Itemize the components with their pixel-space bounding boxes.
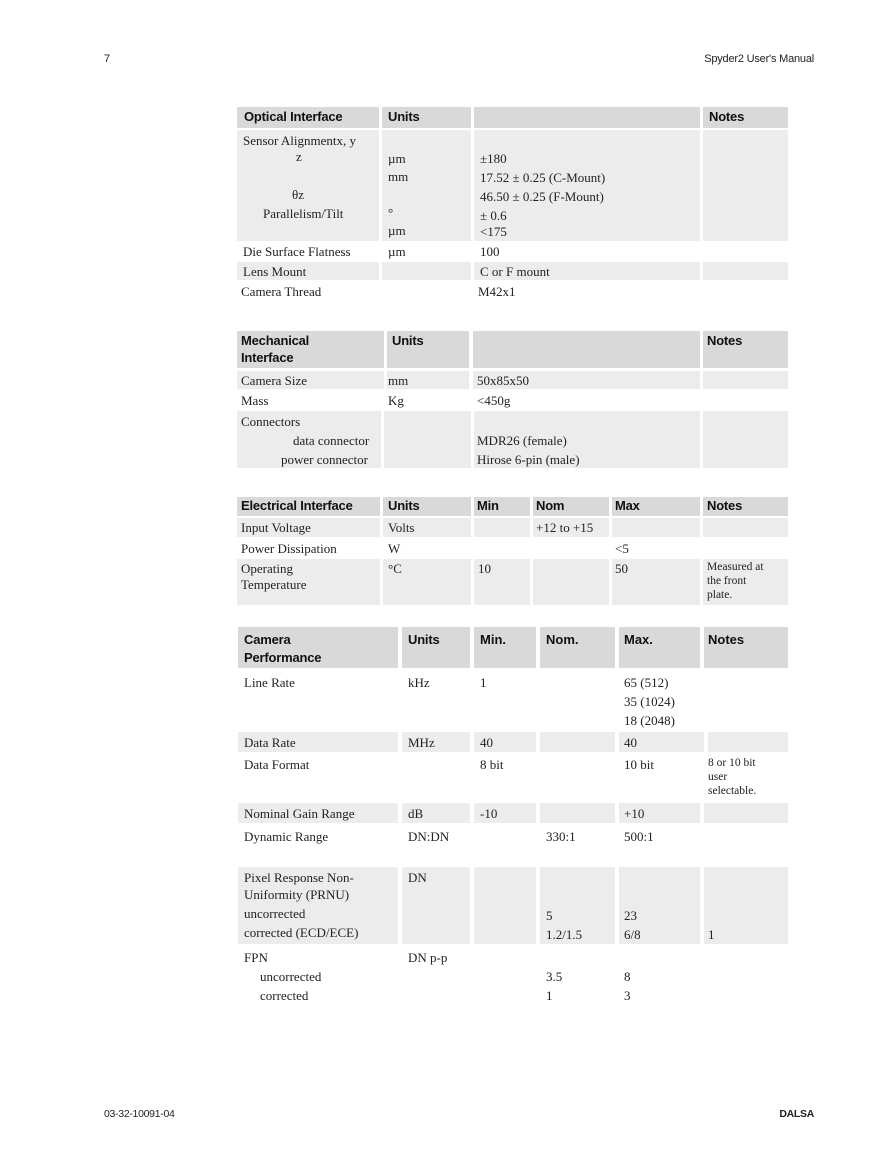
row-max: 18 (2048) [624,713,675,728]
table-row [238,867,788,944]
row-label: corrected (ECD/ECE) [244,925,359,940]
row-unit: kHz [408,675,430,690]
row-value: <450g [477,393,511,408]
row-label: uncorrected [260,969,322,984]
row-label: FPN [244,950,268,965]
row-label: Dynamic Range [244,829,329,844]
camera-performance-table [238,627,788,1012]
row-nom: 330:1 [546,829,576,844]
row-label: Connectors [241,414,301,429]
row-unit: Volts [388,520,415,535]
mechanical-interface-table [237,331,788,469]
column-header-nom: Nom. [546,632,579,647]
column-header-max: Max [615,498,640,513]
row-label: Line Rate [244,675,295,690]
optical-interface-table [237,107,788,304]
row-max: 35 (1024) [624,694,675,709]
column-header-notes: Notes [708,632,745,647]
row-nom: 3.5 [546,969,563,984]
electrical-interface-table [237,497,788,607]
table-header-row [238,627,788,668]
table-header-row [237,107,788,128]
table-row [238,671,788,729]
row-label: Lens Mount [243,264,307,279]
row-unit: DN p-p [408,950,448,965]
row-max: 500:1 [624,829,654,844]
row-max: <5 [615,541,629,556]
row-value: 100 [480,244,500,259]
row-max: 10 bit [624,757,654,772]
row-label: Mass [241,393,269,408]
table-row [237,411,788,468]
row-note: 8 or 10 bit [708,757,756,769]
table-row [238,755,788,801]
column-header-min: Min [477,498,499,513]
column-header-min: Min. [480,632,506,647]
column-header-units: Units [392,333,424,348]
row-unit: ° [388,205,394,220]
row-min: 8 bit [480,757,504,772]
row-value: Hirose 6-pin (male) [477,452,580,467]
row-note: plate. [707,589,733,601]
manual-title: Spyder2 User's Manual [704,53,814,65]
row-label: Camera Thread [241,284,322,299]
column-header-name: Interface [241,350,294,365]
row-label: Die Surface Flatness [243,244,351,259]
row-value: ±180 [480,151,507,166]
row-label: Sensor Alignmentx, y [243,133,357,148]
table-row [237,559,788,605]
column-header-notes: Notes [707,333,743,348]
column-header-name: Electrical Interface [241,498,353,513]
row-label: Power Dissipation [241,541,337,556]
table-row [237,539,788,557]
row-value: 17.52 ± 0.25 (C-Mount) [480,170,606,185]
row-min: 40 [480,735,493,750]
row-value: <175 [480,224,507,239]
column-header-max: Max. [624,632,653,647]
row-label: power connector [281,452,368,467]
row-label: θz [292,187,304,202]
table-row [237,243,788,260]
table-row [238,732,788,752]
row-value: MDR26 (female) [477,433,567,448]
table-header-row [237,331,788,368]
row-unit: MHz [408,735,435,750]
row-note: Measured at [707,561,764,573]
row-note: 1 [708,927,715,942]
row-max: +10 [624,806,645,821]
row-value: M42x1 [478,284,516,299]
row-label: Operating [241,561,293,576]
table-row [237,130,788,241]
table-row [237,262,788,280]
table-row [237,282,788,302]
row-note: the front [707,575,747,587]
row-label: Input Voltage [241,520,311,535]
row-label: Uniformity (PRNU) [244,887,350,902]
column-header-units: Units [388,109,420,124]
row-value: C or F mount [480,264,550,279]
row-value: ± 0.6 [480,208,507,223]
table-row [237,371,788,389]
row-value: 50x85x50 [477,373,529,388]
row-unit: DN:DN [408,829,450,844]
row-unit: µm [388,223,406,238]
row-label: corrected [260,988,309,1003]
row-min: -10 [480,806,498,821]
row-nom: 1.2/1.5 [546,927,583,942]
row-unit: µm [388,151,406,166]
column-header-name: Mechanical [241,333,310,348]
row-label: z [296,149,302,164]
row-value: 46.50 ± 0.25 (F-Mount) [480,189,604,204]
row-nom: 5 [546,908,553,923]
row-label: data connector [293,433,370,448]
table-row [238,825,788,865]
table-row [238,947,788,1009]
table-row [237,518,788,537]
row-unit: DN [408,870,427,885]
row-unit: Kg [388,393,404,408]
column-header-notes: Notes [709,109,745,124]
table-row [237,391,788,409]
column-header-notes: Notes [707,498,743,513]
row-unit: µm [388,244,406,259]
column-header-units: Units [388,498,420,513]
row-label: Data Rate [244,735,296,750]
column-header-name: Performance [244,650,322,665]
row-unit: W [388,541,401,556]
row-max: 8 [624,969,631,984]
row-min: 1 [480,675,487,690]
column-header-name: Camera [244,632,291,647]
row-unit: mm [388,169,409,184]
row-label: Pixel Response Non- [244,870,354,885]
row-label: Nominal Gain Range [244,806,355,821]
row-note: selectable. [708,785,757,797]
row-nom: 1 [546,988,553,1003]
column-header-name: Optical Interface [244,109,343,124]
row-note: user [708,771,728,783]
row-label: Temperature [241,577,307,592]
row-unit: °C [388,561,402,576]
row-max: 3 [624,988,631,1003]
doc-number: 03-32-10091-04 [104,1108,175,1120]
row-label: uncorrected [244,906,306,921]
company-name: DALSA [779,1108,814,1120]
row-label: Data Format [244,757,310,772]
row-min: 10 [478,561,491,576]
row-nom: +12 to +15 [536,520,594,535]
row-unit: dB [408,806,424,821]
row-max: 50 [615,561,628,576]
row-unit: mm [388,373,409,388]
column-header-nom: Nom [536,498,565,513]
row-max: 40 [624,735,637,750]
row-label: Parallelism/Tilt [263,206,344,221]
row-label: Camera Size [241,373,308,388]
table-header-row [237,497,788,516]
row-max: 6/8 [624,927,641,942]
table-row [238,803,788,823]
column-header-units: Units [408,632,440,647]
row-max: 23 [624,908,637,923]
row-max: 65 (512) [624,675,669,690]
page-number: 7 [104,53,110,65]
